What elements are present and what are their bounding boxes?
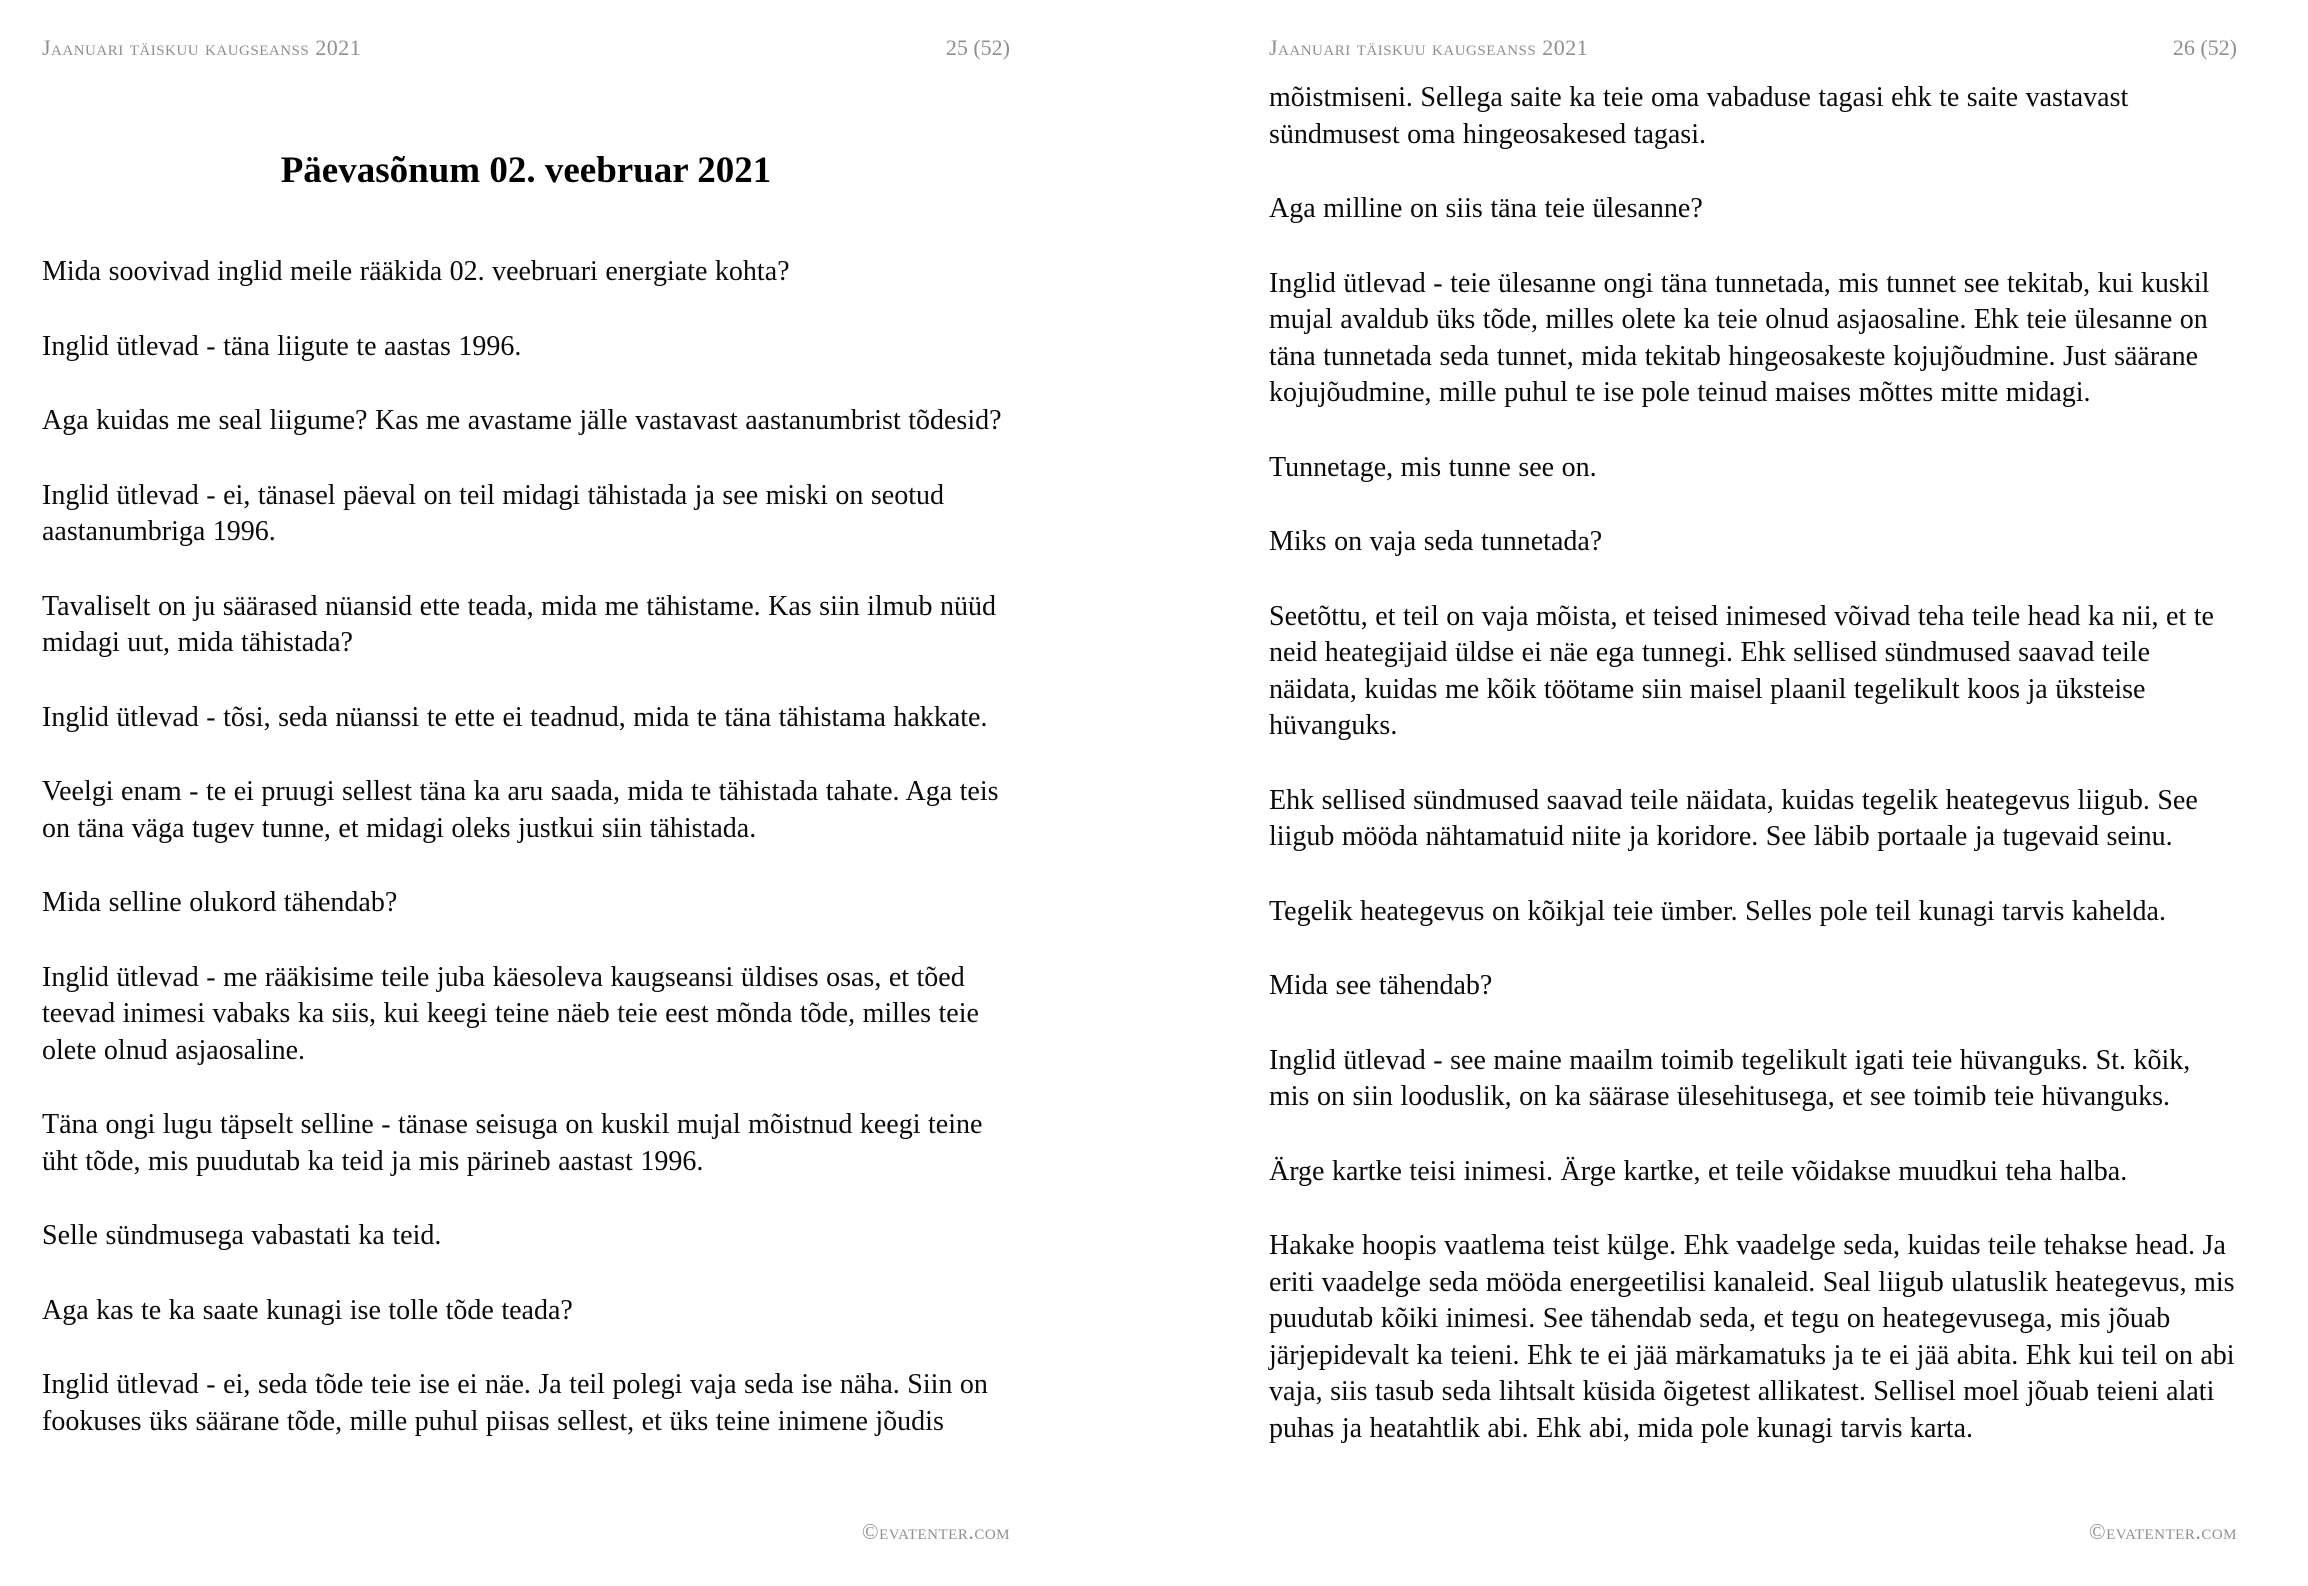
paragraph: Tegelik heategevus on kõikjal teie ümber. Selles pole teil kunagi tarvis kahelda. — [1269, 895, 2166, 927]
paragraph: Inglid ütlevad - see maine maailm toimib tegelikult igati teie hüvanguks. St. kõik, mis on siin looduslik, on ka säärase ülesehitusega, et see toimib teie hüvanguks. — [1269, 1044, 2191, 1112]
paragraph: Ehk sellised sündmused saavad teile näidata, kuidas tegelik heategevus liigub. See liigub mööda nähtamatuid niite ja koridore. See läbib portaale ja tugevaid seinu. — [1269, 784, 2198, 852]
paragraph: Tunnetage, mis tunne see on. — [1269, 451, 1597, 483]
running-title: Jaanuari täiskuu kaugseanss 2021 — [42, 35, 362, 60]
page-header — [1269, 36, 2237, 60]
paragraph: Inglid ütlevad - teie ülesanne ongi täna tunnetada, mis tunnet see tekitab, kui kuskil mujal avaldub üks tõde, milles olete ka teie olnud asjaosaline. Ehk teie ülesanne on täna tunnetada seda tunnet, mida tekitab hingeosakeste kojujõudmine. Just säärane kojujõudmine, mille puhul te ise pole teinud maises mõttes mitte midagi. — [1269, 267, 2210, 408]
paragraph: Inglid ütlevad - ei, tänasel päeval on teil midagi tähistada ja see miski on seotud aastanumbriga 1996. — [42, 479, 944, 547]
paragraph: Täna ongi lugu täpselt selline - tänase seisuga on kuskil mujal mõistnud keegi teine üht tõde, mis puudutab ka teid ja mis pärineb aastast 1996. — [42, 1109, 983, 1177]
copyright-text: ©evatenter.com — [2088, 1519, 2237, 1544]
page-body — [1269, 80, 2237, 1485]
paragraph: Inglid ütlevad - täna liigute te aastas 1996. — [42, 330, 522, 362]
page-26-content — [1269, 0, 2237, 1586]
page-25-content — [42, 0, 1010, 1586]
paragraph: Aga milline on siis täna teie ülesanne? — [1269, 193, 1703, 224]
paragraph: Selle sündmusega vabastati ka teid. — [42, 1220, 442, 1251]
paragraph: Aga kas te ka saate kunagi ise tolle tõde teada? — [42, 1294, 573, 1326]
paragraph: Miks on vaja seda tunnetada? — [1269, 526, 1603, 557]
page-footer — [862, 1520, 1010, 1544]
paragraph: Aga kuidas me seal liigume? Kas me avastame jälle vastavast aastanumbrist tõdesid? — [42, 405, 1002, 436]
page-number: 26 (52) — [2172, 35, 2237, 60]
paragraph: mõistmiseni. Sellega saite ka teie oma vabaduse tagasi ehk te saite vastavast sündmusest oma hingeosakesed tagasi. — [1269, 82, 2129, 150]
page-26 — [1154, 0, 2308, 1586]
paragraph: Hakake hoopis vaatlema teist külge. Ehk vaadelge seda, kuidas teile tehakse head. Ja eriti vaadelge seda mööda energeetilisi kanaleid. Seal liigub ulatuslik heategevus, mis puudutab kõiki inimesi. See tähendab seda, et tegu on heategevusega, mis jõuab järjepidevalt ka teieni. Ehk te ei jää märkamatuks ja te ei jää abita. Ehk kui teil on abi vaja, siis tasub seda lihtsalt küsida õigetest allikatest. Sellisel moel jõuab teieni alati puhas ja heatahtlik abi. Ehk abi, mida pole kunagi tarvis karta. — [1269, 1230, 2235, 1444]
page-body — [42, 148, 1010, 1478]
paragraph: Mida selline olukord tähendab? — [42, 887, 398, 918]
document-title: Päevasõnum 02. veebruar 2021 — [280, 150, 772, 191]
paragraph: Veelgi enam - te ei pruugi sellest täna ka aru saada, mida te tähistada tahate. Aga teis on täna väga tugev tunne, et midagi oleks justkui siin tähistada. — [42, 776, 999, 844]
paragraph: Tavaliselt on ju säärased nüansid ette teada, mida me tähistame. Kas siin ilmub nüüd midagi uut, mida tähistada? — [42, 590, 996, 658]
page-header — [42, 36, 1010, 60]
running-title: Jaanuari täiskuu kaugseanss 2021 — [1269, 35, 1589, 60]
copyright-text: ©evatenter.com — [861, 1519, 1010, 1544]
paragraph: Inglid ütlevad - ei, seda tõde teie ise ei näe. Ja teil polegi vaja seda ise näha. Siin on fookuses üks säärane tõde, mille puhul piisas sellest, et üks teine inimene jõudis — [42, 1369, 988, 1437]
paragraph: Mida see tähendab? — [1269, 970, 1493, 1001]
page-number: 25 (52) — [945, 35, 1010, 60]
paragraph: Seetõttu, et teil on vaja mõista, et teised inimesed võivad teha teile head ka nii, et te neid heategijaid üldse ei näe ega tunnegi. Ehk sellised sündmused saavad teile näidata, kuidas me kõik töötame siin maisel plaanil tegelikult koos ja üksteise hüvanguks. — [1269, 600, 2214, 741]
paragraph: Mida soovivad inglid meile rääkida 02. veebruari energiate kohta? — [42, 256, 790, 287]
paragraph: Inglid ütlevad - tõsi, seda nüanssi te ette ei teadnud, mida te täna tähistama hakkate. — [42, 701, 988, 733]
paragraph: Ärge kartke teisi inimesi. Ärge kartke, et teile võidakse muudkui teha halba. — [1269, 1155, 2128, 1187]
paragraph: Inglid ütlevad - me rääkisime teile juba käesoleva kaugseansi üldises osas, et tõed teevad inimesi vabaks ka siis, kui keegi teine näeb teie eest mõnda tõde, milles teie olete olnud asjaosaline. — [42, 961, 979, 1066]
page-footer — [2089, 1520, 2237, 1544]
